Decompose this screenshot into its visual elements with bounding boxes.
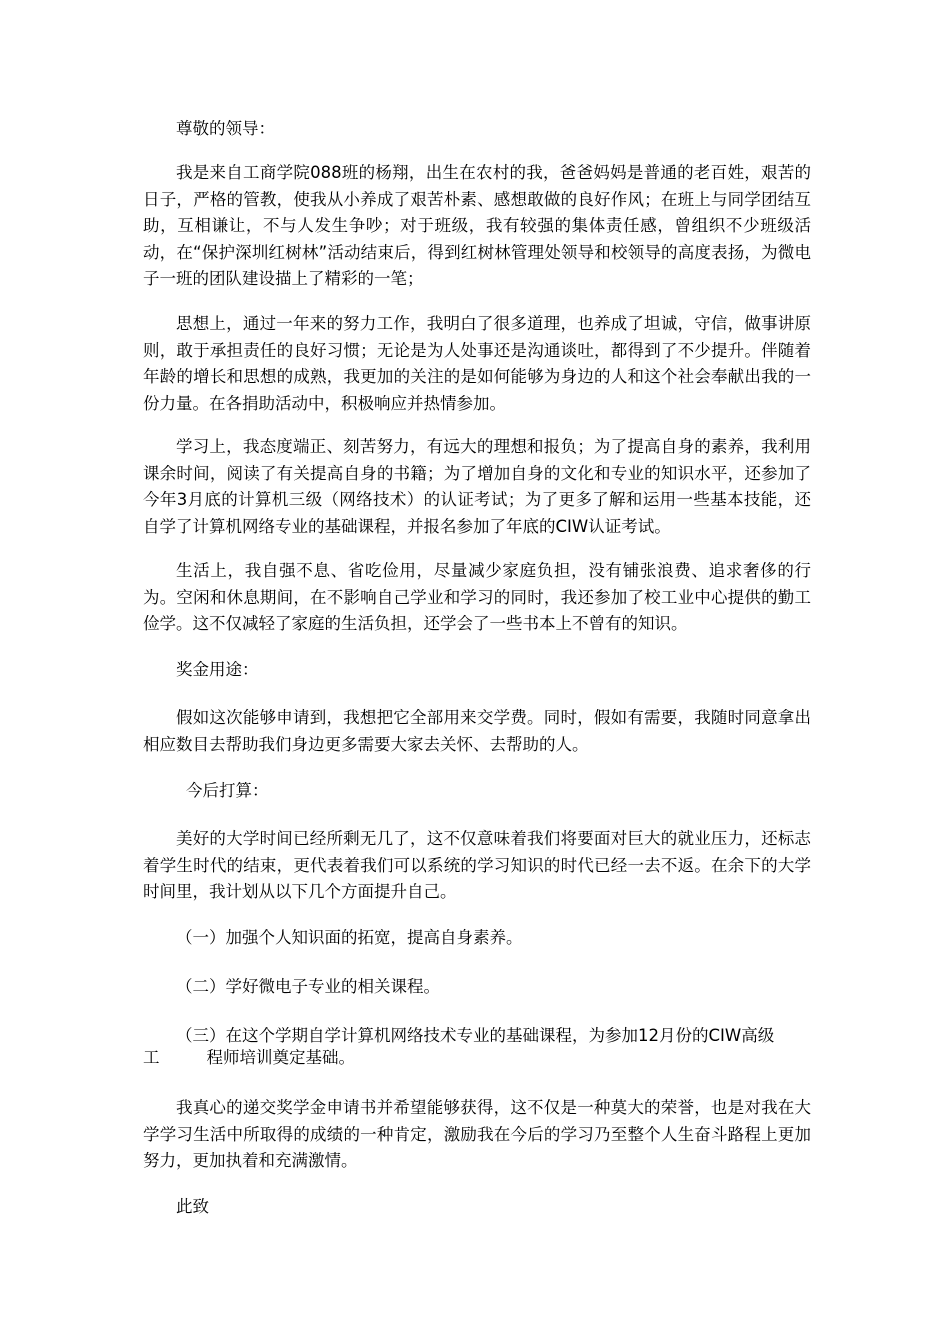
plan-item-3: （三）在这个学期自学计算机网络技术专业的基础课程，为参加12月份的CIW高级 [176, 1026, 775, 1045]
heading-scholarship-use: 奖金用途： [176, 660, 259, 679]
paragraph-scholarship-use: 假如这次能够申请到，我想把它全部用来交学费。同时，假如有需要，我随时同意拿出相应数目去帮助我们身边更多需要大家去关怀、去帮助的人。 [143, 708, 811, 754]
plan-item-2: （二）学好微电子专业的相关课程。 [176, 977, 440, 996]
plan-item-3-cont-a: 工 [143, 1048, 160, 1067]
paragraph-life: 生活上，我自强不息、省吃俭用，尽量减少家庭负担，没有铺张浪费、追求奢侈的行为。空闲和休息期间，在不影响自己学业和学习的同时，我还参加了校工业中心提供的勤工俭学。这不仅减轻了家庭的生活负担，还学会了一些书本上不曾有的知识。 [143, 561, 811, 633]
paragraph-thought: 思想上，通过一年来的努力工作，我明白了很多道理，也养成了坦诚，守信，做事讲原则，敢于承担责任的良好习惯；无论是为人处事还是沟通谈吐，都得到了不少提升。伴随着年龄的增长和思想的成熟，我更加的关注的是如何能够为身边的人和这个社会奉献出我的一份力量。在各捐助活动中，积极响应并热情参加。 [143, 314, 811, 413]
paragraph-conclusion: 我真心的递交奖学金申请书并希望能够获得，这不仅是一种莫大的荣誉，也是对我在大学学习生活中所取得的成绩的一种肯定，激励我在今后的学习乃至整个人生奋斗路程上更加努力，更加执着和充满激情。 [143, 1098, 811, 1170]
plan-item-3-continuation [143, 1045, 811, 1072]
paragraph-future-plan: 美好的大学时间已经所剩无几了，这不仅意味着我们将要面对巨大的就业压力，还标志着学生时代的结束，更代表着我们可以系统的学习知识的时代已经一去不返。在余下的大学时间里，我计划从以下几个方面提升自己。 [143, 829, 811, 901]
heading-future-plan: 今后打算： [186, 781, 269, 800]
closing-salutation: 此致 [176, 1197, 209, 1216]
salutation: 尊敬的领导： [176, 119, 275, 138]
plan-item-1: （一）加强个人知识面的拓宽，提高自身素养。 [176, 928, 523, 947]
paragraph-study: 学习上，我态度端正、刻苦努力，有远大的理想和报负；为了提高自身的素养，我利用课余时间，阅读了有关提高自身的书籍；为了增加自身的文化和专业的知识水平，还参加了今年3月底的计算机三级（网络技术）的认证考试；为了更多了解和运用一些基本技能，还自学了计算机网络专业的基础课程，并报名参加了年底的CIW认证考试。 [143, 437, 811, 536]
paragraph-self-introduction: 我是来自工商学院088班的杨翔，出生在农村的我，爸爸妈妈是普通的老百姓，艰苦的日子，严格的管教，使我从小养成了艰苦朴素、感想敢做的良好作风；在班上与同学团结互助，互相谦让，不与人发生争吵；对于班级，我有较强的集体责任感，曾组织不少班级活动，在“保护深圳红树林”活动结束后，得到红树林管理处领导和校领导的高度表扬，为微电子一班的团队建设描上了精彩的一笔； [143, 163, 811, 288]
plan-item-3-cont-b: 程师培训奠定基础。 [206, 1048, 355, 1067]
